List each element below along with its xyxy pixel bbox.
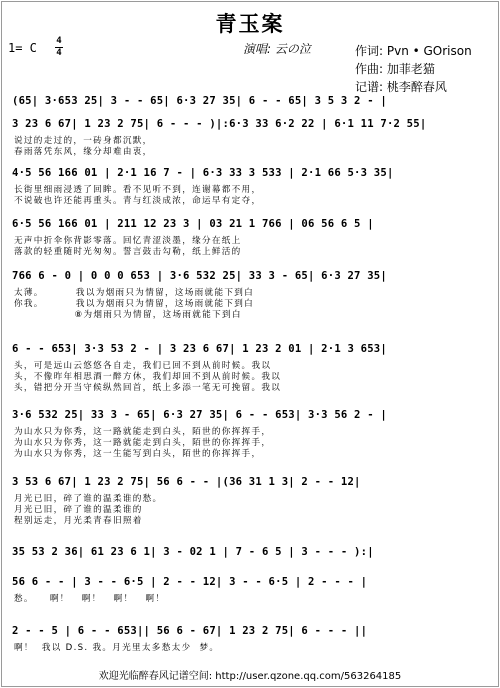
lyric-line: 你我。 我以为烟雨只为情留，这场雨就能下到白	[14, 299, 255, 309]
lyric-line: 月光已旧，碎了谁的温柔谁的愁。	[14, 494, 163, 504]
time-bottom: 4	[56, 48, 62, 58]
singer-credit: 演唱: 云の泣	[243, 42, 311, 56]
song-title: 青玉案	[215, 11, 285, 36]
notation-line: 3 23 6 67| 1 23 2 75| 6 - - - )|:6·3 33 6·2 22 | 6·1 11 7·2 55|	[12, 118, 427, 130]
notation-line: 56 6 - - | 3 - - 6·5 | 2 - - 12| 3 - - 6·5 | 2 - - - |	[12, 576, 368, 588]
lyric-line: 无声中折伞你背影零落。回忆青涩淡墨，缘分在纸上	[14, 236, 242, 246]
notation-line: 3·6 532 25| 33 3 - 65| 6·3 27 35| 6 - - 653| 3·3 56 2 - |	[12, 409, 387, 421]
lyric-line: 愁。 啊！ 啊！ 啊！ 啊！	[14, 594, 166, 604]
lyricist-credit: 作词: Pvn • GOrison	[355, 44, 472, 58]
lyric-line: 为山水只为你秀，这一路就能走到白头，陌世的你挥挥手，	[14, 438, 272, 448]
notation-line: 2 - - 5 | 6 - - 653|| 56 6 - 67| 1 23 2 75| 6 - - - ||	[12, 625, 368, 637]
key-signature: 1= C	[8, 41, 37, 55]
notation-line: (65| 3·653 25| 3 - - 65| 6·3 27 35| 6 - - 65| 3 5 3 2 - |	[12, 95, 387, 107]
lyric-line: 程别远走，月光柔青春旧照着	[14, 516, 143, 526]
notation-line: 766 6 - 0 | 0 0 0 653 | 3·6 532 25| 33 3 - 65| 6·3 27 35|	[12, 270, 387, 282]
notation-line: 6 - - 653| 3·3 53 2 - | 3 23 6 67| 1 23 2 01 | 2·1 3 653|	[12, 343, 387, 355]
lyric-line: 春雨落凭东风，缘分却难由衷，	[14, 147, 153, 157]
lyric-line: 头，错把分开当守候纵然回首，纸上多添一笔无可挽留。我以	[14, 383, 282, 393]
notation-line: 4·5 56 166 01 | 2·1 16 7 - | 6·3 33 3 533 | 2·1 66 5·3 35|	[12, 167, 394, 179]
lyric-line: ⑧为烟雨只为情留，这场雨就能下到白	[14, 310, 242, 320]
notation-line: 6·5 56 166 01 | 211 12 23 3 | 03 21 1 766 | 06 56 6 5 |	[12, 218, 374, 230]
lyric-line: 长街里细雨浸透了回眸。看不见听不到，连谢幕都不用，	[14, 185, 262, 195]
lyric-line: 啊！ 我以 D.S. 我。月光里太多愁太少 梦。	[14, 643, 220, 653]
lyric-line: 为山水只为你秀，这一路就能走到白头，陌世的你挥挥手，	[14, 427, 272, 437]
lyric-line: 头，可是远山云悠悠各自走，我们已回不到从前时候。我以	[14, 361, 272, 371]
notation-line: 3 53 6 67| 1 23 2 75| 56 6 - - |(36 31 1 3| 2 - - 12|	[12, 476, 361, 488]
lyric-line: 为山水只为你秀，这一生能写到白头，陌世的你挥挥手，	[14, 449, 262, 459]
lyric-line: 不说破也许还能再重头。青与红淡成浓，命运早有定夺，	[14, 196, 262, 206]
lyric-line: 月光已旧，碎了谁的温柔谁的	[14, 505, 143, 515]
notation-line: 35 53 2 36| 61 23 6 1| 3 - 02 1 | 7 - 6 5 | 3 - - - ):|	[12, 546, 374, 558]
lyric-line: 太薄。 我以为烟雨只为情留，这场雨就能下到白	[14, 288, 255, 298]
time-top: 4	[56, 36, 62, 46]
lyric-line: 头，不像昨年相思酒一醉方休，我们却回不到从前时候。我以	[14, 372, 282, 382]
lyric-line: 说过的走过的，一砖身都沉默，	[14, 136, 153, 146]
composer-credit: 作曲: 加菲老猫	[355, 62, 435, 76]
lyric-line: 落款的轻重随时光匆匆。誓言鼓击勾勒，纸上鲜活的	[14, 247, 242, 257]
time-signature	[55, 37, 63, 58]
transcriber-credit: 记谱: 桃李醉春风	[355, 80, 447, 94]
footer-link: 欢迎光临醉春风记谱空间: http://user.qzone.qq.com/563264185	[98, 671, 402, 682]
